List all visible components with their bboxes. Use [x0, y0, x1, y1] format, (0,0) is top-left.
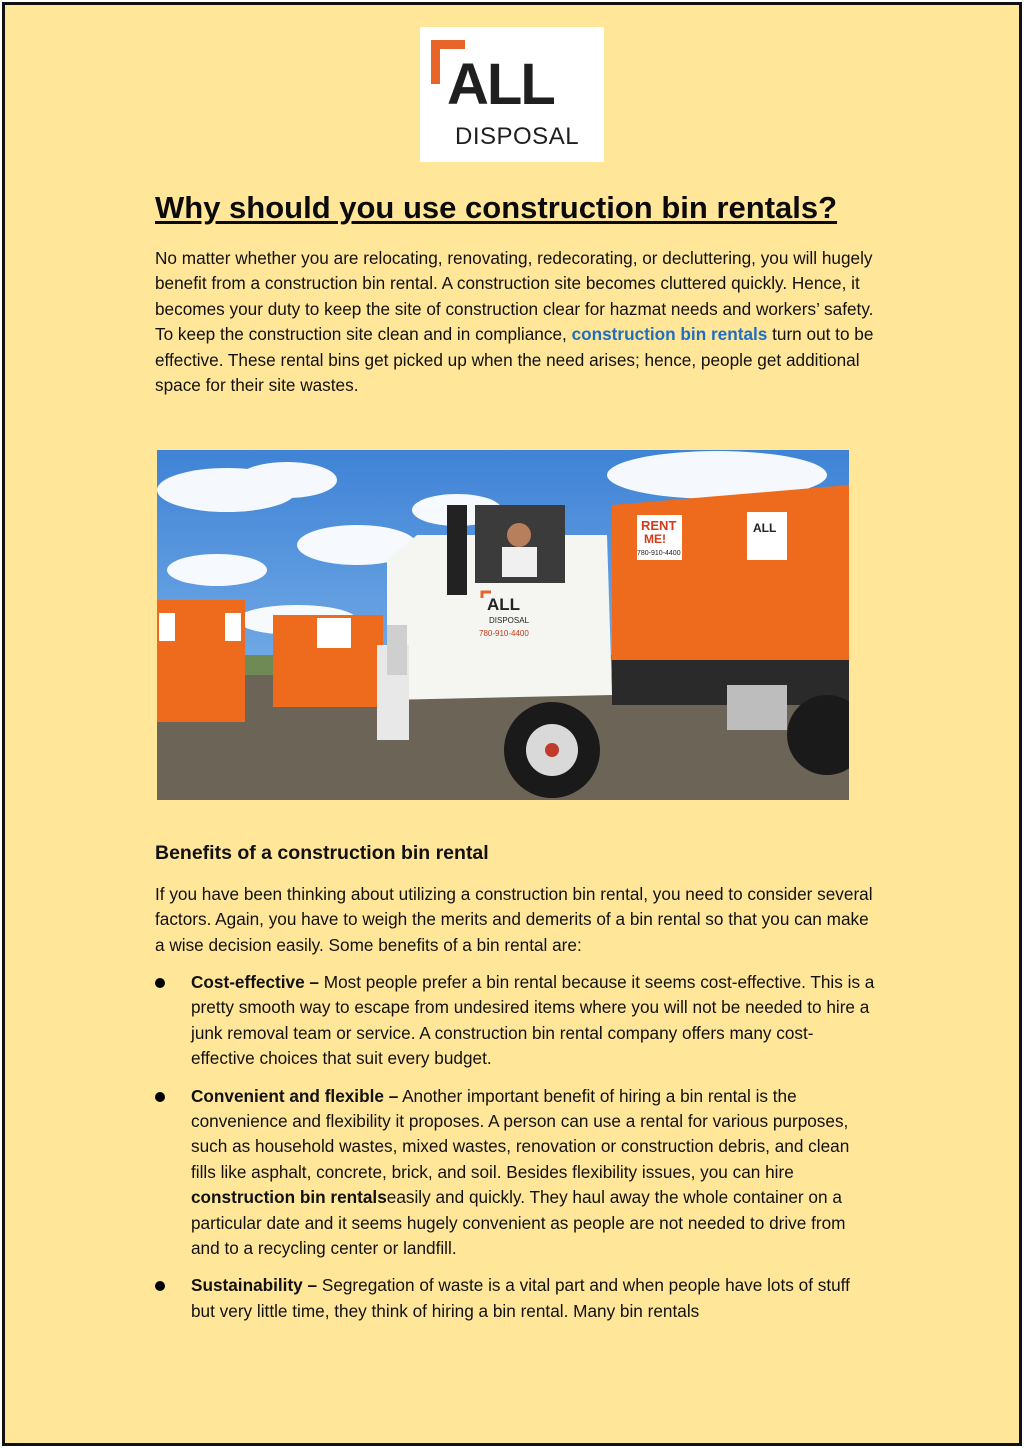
list-item	[155, 1273, 875, 1324]
bullet-icon	[155, 1092, 165, 1102]
bin-sign-phone: 780-910-4400	[637, 550, 681, 557]
intro-text-start: No matter whether you are relocating, renovating, redecorating, or decluttering, you will hugely benefit from a construction bin rental. A construction site becomes cluttered quickly. Hence, it becomes your duty to keep the site of construction clear for hazmat needs and workers’ safety. To keep the construction site clean and in compliance,	[155, 248, 874, 345]
bullet-icon	[155, 978, 165, 988]
benefit-text-end: easily and quickly. They haul away the whole container on a particular date and it seems hugely convenient as people are not needed to drive from and to a recycling center or landfill.	[191, 1187, 846, 1259]
driver-shirt	[502, 547, 537, 577]
truck-door-brand: ALL	[487, 595, 521, 614]
wheel-center-cap	[545, 743, 559, 757]
logo-word-all: ALL	[447, 52, 554, 117]
benefit-term: Sustainability –	[191, 1275, 318, 1296]
bullet-icon	[155, 1281, 165, 1291]
list-item	[155, 1084, 875, 1262]
section-heading: Benefits of a construction bin rental	[155, 842, 489, 864]
truck-mirror	[447, 505, 467, 595]
benefit-term: Convenient and flexible –	[191, 1085, 399, 1106]
truck-door-brand-sub: DISPOSAL	[489, 616, 530, 625]
left-bin-sign	[159, 613, 175, 641]
truck-and-bins-photo	[157, 450, 849, 800]
logo-corner-mark-vertical	[431, 40, 440, 84]
bin-sign-me: ME!	[644, 532, 666, 546]
photo-illustration	[157, 450, 849, 800]
benefit-text: Segregation of waste is a vital part and when people have lots of stuff but very little time, they think of hiring a bin rental. Many bin rentals	[191, 1275, 850, 1321]
all-disposal-logo	[420, 27, 604, 162]
bin-sign-rent: RENT	[641, 518, 677, 533]
benefit-inline-bold: construction bin rentals	[191, 1187, 387, 1208]
intro-paragraph	[155, 246, 875, 398]
page-title: Why should you use construction bin rentals?	[155, 190, 838, 225]
benefits-intro-paragraph: If you have been thinking about utilizing a construction bin rental, you need to consider several factors. Again, you have to weigh the merits and demerits of a bin rental so that you can make a wise decision easily. Some benefits of a bin rental are:	[155, 884, 873, 955]
truck-bin-logo-sign	[747, 512, 787, 560]
list-item	[155, 970, 875, 1072]
truck-bin-logo: ALL	[753, 521, 777, 535]
intro-text-end: turn out to be effective. These rental bins get picked up when the need arises; hence, people get additional space for their site wastes.	[155, 324, 874, 396]
construction-bin-rentals-link[interactable]: construction bin rentals	[571, 324, 768, 345]
left-bin-sign-2	[225, 613, 241, 641]
benefit-text: Most people prefer a bin rental because it seems cost-effective. This is a pretty smooth way to escape from undesired items where you will not be needed to hire a junk removal team or service. A construction bin rental company offers many cost-effective choices that suit every budget.	[191, 972, 875, 1069]
truck-door-phone: 780-910-4400	[479, 629, 529, 638]
driver	[507, 523, 531, 547]
truck-fuel-tank	[727, 685, 787, 730]
benefit-text: Another important benefit of hiring a bin rental is the convenience and flexibility it proposes. A person can use a rental for various purposes, such as household wastes, mixed wastes, renovation or construction debris, and clean fills like asphalt, concrete, brick, and soil. Besides flexibility issues, you can hire	[191, 1085, 850, 1182]
middle-bin-sign	[317, 618, 351, 648]
benefit-term: Cost-effective –	[191, 972, 319, 992]
benefits-list	[155, 970, 875, 1336]
truck-bin	[612, 485, 849, 665]
logo-word-disposal: DISPOSAL	[455, 123, 580, 150]
truck-headlight	[387, 625, 407, 675]
